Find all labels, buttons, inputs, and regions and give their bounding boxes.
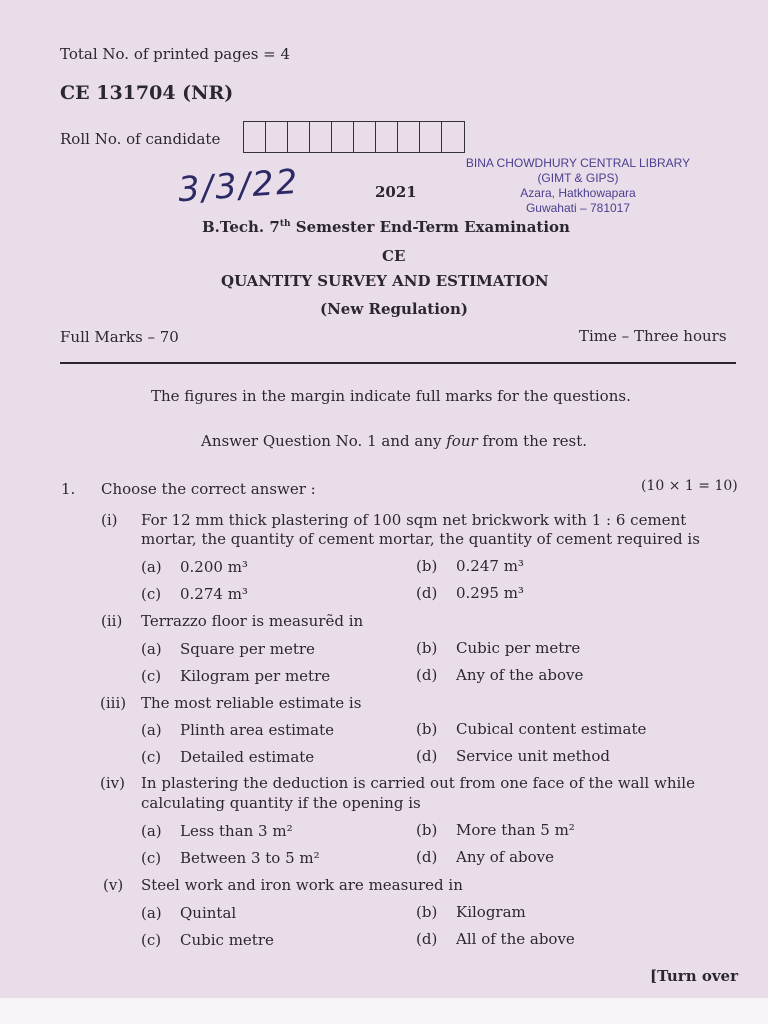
question-marks: (10 × 1 = 10) bbox=[641, 478, 738, 494]
item-i-option-d: 0.295 m³ bbox=[456, 584, 524, 602]
subject-title: QUANTITY SURVEY AND ESTIMATION bbox=[221, 272, 549, 290]
item-v-option-d: All of the above bbox=[456, 930, 575, 948]
option-label-b: (b) bbox=[416, 903, 438, 921]
item-ii-text: Terrazzo floor is measurẽd in bbox=[141, 612, 364, 630]
stamp-line-4: Guwahati – 781017 bbox=[525, 201, 631, 215]
option-label-a: (a) bbox=[141, 640, 162, 658]
option-label-d: (d) bbox=[416, 930, 438, 948]
stamp-line-2: (GIMT & GIPS) bbox=[537, 171, 619, 185]
option-label-b: (b) bbox=[416, 821, 438, 839]
full-marks: Full Marks – 70 bbox=[60, 328, 179, 346]
item-iii-number: (iii) bbox=[100, 694, 127, 712]
option-label-c: (c) bbox=[141, 748, 162, 766]
exam-year: 2021 bbox=[375, 183, 417, 201]
option-label-d: (d) bbox=[416, 666, 438, 684]
option-label-d: (d) bbox=[416, 584, 438, 602]
item-v-text: Steel work and iron work are measured in bbox=[141, 876, 463, 894]
item-iv-text-1: In plastering the deduction is carried out from one face of the wall while bbox=[141, 774, 695, 792]
exam-branch: CE bbox=[382, 247, 406, 265]
option-label-a: (a) bbox=[141, 904, 162, 922]
roll-label: Roll No. of candidate bbox=[60, 130, 221, 148]
item-iii-option-c: Detailed estimate bbox=[180, 748, 315, 766]
item-ii-option-d: Any of the above bbox=[456, 666, 584, 684]
question-prompt: Choose the correct answer : bbox=[101, 480, 316, 498]
stamp-line-3: Azara, Hatkhowapara bbox=[520, 186, 636, 200]
item-iii-text: The most reliable estimate is bbox=[141, 694, 362, 712]
item-ii-number: (ii) bbox=[101, 612, 123, 630]
handwritten-date: 3/3/22 bbox=[176, 161, 301, 211]
roll-number-boxes[interactable] bbox=[243, 121, 465, 153]
option-label-b: (b) bbox=[416, 639, 438, 657]
time-allowed: Time – Three hours bbox=[579, 327, 727, 345]
option-label-a: (a) bbox=[141, 822, 162, 840]
option-label-b: (b) bbox=[416, 720, 438, 738]
option-label-a: (a) bbox=[141, 558, 162, 576]
item-ii-option-c: Kilogram per metre bbox=[180, 667, 331, 685]
option-label-c: (c) bbox=[141, 849, 162, 867]
library-stamp bbox=[448, 156, 708, 216]
item-i-option-a: 0.200 m³ bbox=[180, 558, 248, 576]
item-v-option-a: Quintal bbox=[180, 904, 237, 922]
paper-code: CE 131704 (NR) bbox=[60, 82, 234, 104]
item-iii-option-b: Cubical content estimate bbox=[456, 720, 647, 738]
item-iv-option-a: Less than 3 m² bbox=[180, 822, 293, 840]
item-v-option-b: Kilogram bbox=[456, 903, 526, 921]
printed-pages: Total No. of printed pages = 4 bbox=[60, 45, 291, 63]
option-label-b: (b) bbox=[416, 557, 438, 575]
option-label-c: (c) bbox=[141, 931, 162, 949]
item-iv-text-2: calculating quantity if the opening is bbox=[141, 794, 421, 812]
item-i-text-2: mortar, the quantity of cement mortar, the quantity of cement required is bbox=[141, 530, 700, 548]
item-v-option-c: Cubic metre bbox=[180, 931, 274, 949]
item-iii-option-a: Plinth area estimate bbox=[180, 721, 334, 739]
item-iv-number: (iv) bbox=[100, 774, 125, 792]
stamp-line-1: BINA CHOWDHURY CENTRAL LIBRARY bbox=[465, 156, 691, 170]
exam-title: B.Tech. 7th Semester End-Term Examination bbox=[202, 218, 570, 236]
turn-over: [Turn over bbox=[650, 967, 738, 985]
item-v-number: (v) bbox=[103, 876, 124, 894]
item-ii-option-b: Cubic per metre bbox=[456, 639, 581, 657]
header-divider bbox=[60, 362, 736, 364]
option-label-d: (d) bbox=[416, 848, 438, 866]
item-iii-option-d: Service unit method bbox=[456, 747, 610, 765]
instruction-margin: The figures in the margin indicate full marks for the questions. bbox=[151, 387, 631, 405]
instruction-answer: Answer Question No. 1 and any four from the rest. bbox=[201, 432, 588, 450]
regulation: (New Regulation) bbox=[320, 300, 468, 318]
option-label-d: (d) bbox=[416, 747, 438, 765]
item-i-option-b: 0.247 m³ bbox=[456, 557, 524, 575]
item-iv-option-c: Between 3 to 5 m² bbox=[180, 849, 320, 867]
item-iv-option-b: More than 5 m² bbox=[456, 821, 575, 839]
page-bottom-edge bbox=[0, 998, 768, 1024]
item-i-text-1: For 12 mm thick plastering of 100 sqm net brickwork with 1 : 6 cement bbox=[141, 511, 687, 529]
option-label-c: (c) bbox=[141, 667, 162, 685]
option-label-a: (a) bbox=[141, 721, 162, 739]
item-i-number: (i) bbox=[101, 511, 118, 529]
question-number: 1. bbox=[61, 480, 76, 498]
item-i-option-c: 0.274 m³ bbox=[180, 585, 248, 603]
option-label-c: (c) bbox=[141, 585, 162, 603]
item-ii-option-a: Square per metre bbox=[180, 640, 315, 658]
item-iv-option-d: Any of above bbox=[456, 848, 555, 866]
